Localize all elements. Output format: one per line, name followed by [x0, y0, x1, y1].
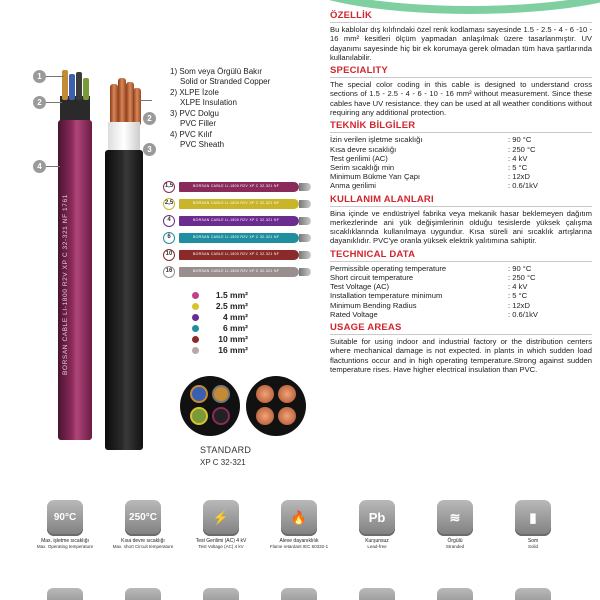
section-badge: 2,5	[163, 198, 175, 210]
section-badge: 6	[163, 232, 175, 244]
text-usage: Suitable for using indoor and industrial factory or the distribution centers where mechanical damage is not expected. in plants in which sudden load flactuntions occur and in high operating temperature.Strong against sudden temperature rises. Have higher electrical insulation than PVC.	[330, 337, 592, 374]
feature-icon-item	[342, 500, 412, 550]
cable-bar-print: BORSAN CABLE LI-1800 R2V XP C 32-321 NF	[193, 269, 280, 273]
feature-icon-label: Max. işletme sıcaklığı	[41, 538, 89, 544]
feature-icon-item	[264, 500, 334, 550]
teknik-table	[330, 135, 592, 190]
lead-free-icon: Pb	[359, 500, 395, 536]
legend-item: 4) PVC Kılıf PVC Sheath	[170, 130, 225, 149]
cable-a-wire-green	[83, 78, 89, 100]
feature-icon-sublabel: Test Voltage (AC) 4 kV	[198, 544, 244, 549]
feature-icon-label: Kurşunsuz	[365, 538, 389, 544]
cable-b-sheath	[105, 150, 143, 450]
callout-line	[46, 102, 62, 103]
callout-line	[46, 166, 60, 167]
spec-row: Permissible operating temperature : 90 °C	[330, 263, 532, 273]
section-size-label: 1.5 mm²	[215, 290, 248, 300]
spec-row: Kısa devre sıcaklığı : 250 °C	[330, 144, 536, 154]
feature-icon-label: Som	[527, 538, 539, 544]
section-size-label: 2.5 mm²	[215, 301, 248, 311]
feature-icon-sublabel: Lead-free	[367, 544, 387, 549]
feature-icon-second-row	[515, 588, 551, 600]
cable-b-copper-1	[110, 84, 118, 126]
cable-a-wire-black	[76, 72, 82, 100]
section-badge: 1,5	[163, 181, 175, 193]
lightning-icon: ⚡	[203, 500, 239, 536]
text-kullanim: Bina içinde ve endüstriyel fabrika veya mekanik hasar beklemeyen dağıtım merkezlerinde ani yük değişimlerinin olduğu tesislerde yüksek çalışma sıcaklıklarında kullanılmaya uygundur. Kısa süreli ani sıcaklık artışlarına dayanıklıdır. PVC'ye oranla yüksek elektrik yalıtımına sahiptir.	[330, 208, 592, 246]
heading-teknik: TEKNİK BİLGİLER	[330, 120, 592, 133]
section-color-dot	[192, 303, 199, 310]
cable-bar-tip	[299, 217, 311, 225]
section-size-label: 6 mm²	[222, 323, 248, 333]
feature-icon-label: Test Gerilimi (AC) 4 kV	[195, 538, 247, 544]
text-speciality: The special color coding in this cable is designed to understand cross sections of 1.5 - 2.5 - 4 - 6 - 10 - 16 mm² without measurement. Since these cables have UV resistance. they can be used at all weather conditions without requiring any additional protection.	[330, 80, 592, 118]
feature-icon-label: Kısa devre sıcaklığı	[121, 538, 165, 544]
legend-item: 3) PVC Dolgu PVC Filler	[170, 109, 219, 128]
callout-4: 4	[33, 160, 46, 173]
spec-row: Serim sıcaklığı min : 5 °C	[330, 162, 528, 172]
spec-row: İzin verilen işletme sıcaklığı : 90 °C	[330, 135, 532, 145]
cable-bar-print: BORSAN CABLE LI-1800 R2V XP C 32-321 NF	[193, 201, 280, 205]
feature-icon-second-row	[437, 588, 473, 600]
spec-row: Minimum Bükme Yarı Çapı : 12xD	[330, 172, 530, 182]
section-badge: 4	[163, 215, 175, 227]
spec-row: Test gerilimi (AC) : 4 kV	[330, 153, 528, 163]
cable-bar-tip	[299, 234, 311, 242]
feature-icon-sublabel: Max. short Circuit temperature	[112, 544, 174, 549]
spec-row: Test Voltage (AC) : 4 kV	[330, 282, 528, 292]
text-ozellik: Bu kablolar dış kılıfındaki özel renk kodlaması sayesinde 1.5 - 2.5 - 4 - 6 -10 - 16 mm² kesitleri ölçüm yapmadan anlaşılmak üzere tasarlanmıştır. UV dayanımı sayesinde hiç bir ek korumaya gerek olmadan tüm hava şartlarında kullanılabilir.	[330, 25, 592, 62]
cable-bar-tip	[299, 251, 311, 259]
cable-a-wire-brown	[62, 70, 68, 100]
standard-label: STANDARD	[200, 445, 252, 455]
cable-bar-print: BORSAN CABLE LI-1800 R2V XP C 32-321 NF	[193, 235, 280, 239]
legend-item: 2) XLPE İzole XLPE Insulation	[170, 88, 237, 107]
cross-section-color-cores	[180, 376, 240, 436]
feature-icon-sublabel: Flame retardant IEC 60332-1	[269, 544, 329, 549]
cable-b-filler	[108, 122, 140, 152]
cable-b-copper-4	[133, 88, 141, 126]
spec-row: Minimum Bending Radius : 12xD	[330, 300, 530, 310]
feature-icon-item	[108, 500, 178, 550]
feature-icon-sublabel: Solid	[527, 544, 538, 549]
technical-table	[330, 264, 592, 319]
callout-3: 3	[143, 143, 156, 156]
feature-icon-second-row	[359, 588, 395, 600]
thermometer-250-icon: 250°C	[125, 500, 161, 536]
heading-usage: USAGE AREAS	[330, 322, 592, 335]
callout-line	[46, 76, 64, 77]
cable-bar-print: BORSAN CABLE LI-1800 R2V XP C 32-321 NF	[193, 184, 280, 188]
legend-item: 1) Som veya Örgülü Bakır Solid or Stranded Copper	[170, 67, 271, 86]
heading-speciality: SPECIALITY	[330, 65, 592, 78]
feature-icon-row	[30, 500, 580, 600]
section-color-dot	[192, 292, 199, 299]
feature-icon-second-row	[125, 588, 161, 600]
cross-section-copper-cores	[246, 376, 306, 436]
cable-bar-tip	[299, 200, 311, 208]
feature-icon-second-row	[203, 588, 239, 600]
section-color-dot	[192, 314, 199, 321]
feature-icon-second-row	[47, 588, 83, 600]
specification-panel	[330, 10, 592, 377]
heading-kullanim: KULLANIM ALANLARI	[330, 194, 592, 207]
cable-bar-tip	[299, 183, 311, 191]
solid-icon: ▮	[515, 500, 551, 536]
section-size-label: 16 mm²	[218, 345, 248, 355]
heading-technical: TECHNICAL DATA	[330, 249, 592, 262]
feature-icon-label: Örgülü	[447, 538, 463, 544]
feature-icon-item	[420, 500, 490, 550]
spec-row: Anma gerilimi : 0.6/1kV	[330, 181, 538, 191]
section-color-dot	[192, 347, 199, 354]
section-badge: 16	[163, 266, 175, 278]
cable-illustration-panel	[0, 0, 325, 498]
section-size-label: 4 mm²	[222, 312, 248, 322]
callout-line	[138, 100, 152, 101]
callout-1: 1	[33, 70, 46, 83]
cable-b-copper-2	[118, 78, 126, 126]
feature-icon-second-row	[281, 588, 317, 600]
section-color-dot	[192, 325, 199, 332]
section-badge: 10	[163, 249, 175, 261]
callout-2-right: 2	[143, 112, 156, 125]
feature-icon-item	[30, 500, 100, 550]
component-legend	[170, 67, 270, 151]
flame-icon: 🔥	[281, 500, 317, 536]
section-color-dot	[192, 336, 199, 343]
heading-ozellik: ÖZELLİK	[330, 10, 592, 23]
cable-a-print: BORSAN CABLE LI-1800 R2V XP C 32-321 NF 1761	[62, 194, 69, 376]
callout-2: 2	[33, 96, 46, 109]
spec-row: Rated Voltage : 0.6/1kV	[330, 309, 538, 319]
feature-icon-sublabel: Stranded	[445, 544, 465, 549]
section-size-label: 10 mm²	[218, 334, 248, 344]
stranded-icon: ≋	[437, 500, 473, 536]
thermometer-90-icon: 90°C	[47, 500, 83, 536]
spec-row: Installation temperature minimum : 5 °C	[330, 291, 528, 301]
feature-icon-item	[498, 500, 568, 550]
standard-code: XP C 32-321	[200, 458, 246, 467]
cable-a-wire-blue	[69, 74, 75, 100]
feature-icon-sublabel: Max. Operating temperature	[36, 544, 94, 549]
cable-bar-print: BORSAN CABLE LI-1800 R2V XP C 32-321 NF	[193, 218, 280, 222]
cable-bar-tip	[299, 268, 311, 276]
feature-icon-label: Aleve dayanıklılık	[279, 538, 319, 544]
cable-bar-print: BORSAN CABLE LI-1800 R2V XP C 32-321 NF	[193, 252, 280, 256]
feature-icon-item	[186, 500, 256, 550]
spec-row: Short circuit temperature : 250 °C	[330, 272, 536, 282]
